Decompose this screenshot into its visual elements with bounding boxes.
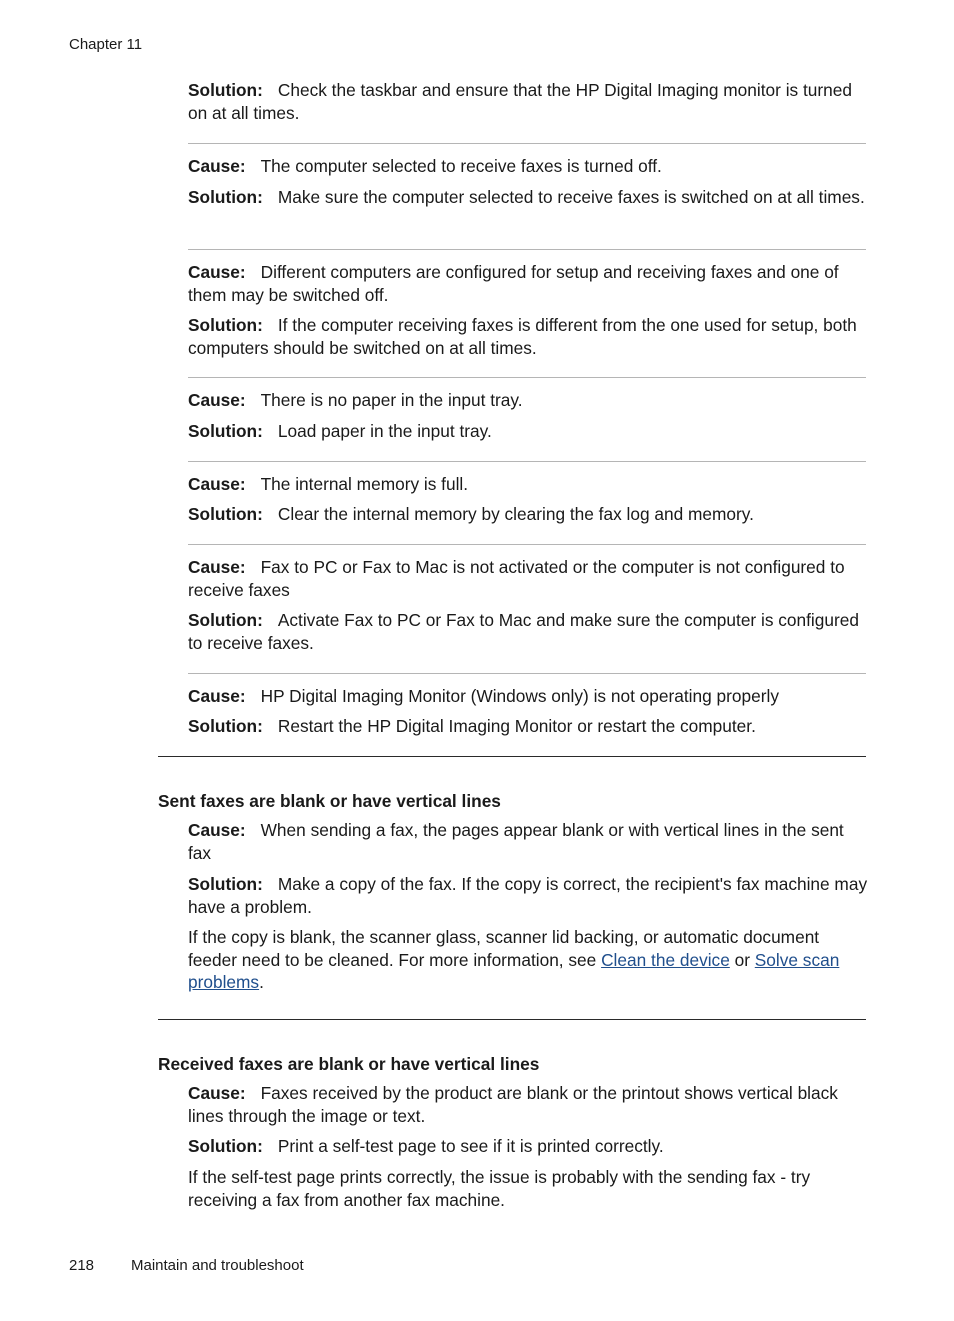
cause-label: Cause: [188, 557, 246, 577]
sent-faxes-heading: Sent faxes are blank or have vertical lines [158, 791, 501, 811]
solution-label: Solution: [188, 315, 263, 335]
solution-3 [188, 420, 868, 443]
solution-text: Restart the HP Digital Imaging Monitor or restart the computer. [277, 716, 756, 736]
cause-label: Cause: [188, 820, 246, 840]
cause-2 [188, 261, 868, 306]
page-number: 218 [69, 1257, 95, 1274]
cause-label: Cause: [188, 686, 246, 706]
solution-6 [188, 715, 868, 738]
solution-text: Make a copy of the fax. If the copy is correct, the recipient's fax machine may have a problem. [188, 874, 868, 917]
extra-mid: or [729, 949, 755, 970]
solution-4 [188, 503, 868, 526]
cause-text: The computer selected to receive faxes is turned off. [260, 156, 662, 176]
solution-text: If the computer receiving faxes is different from the one used for setup, both computers should be switched on at all times. [188, 315, 857, 358]
received-extra: If the self-test page prints correctly, the issue is probably with the sending fax - try receiving a fax from another fax machine. [188, 1167, 811, 1210]
cause-label: Cause: [188, 474, 246, 494]
intro-solution [188, 79, 868, 124]
section-divider [158, 1019, 866, 1020]
extra-text: If the copy is blank, the scanner glass, scanner lid backing, or automatic document feeder need to be cleaned. For more information, see [188, 927, 820, 970]
extra-end: . [259, 972, 264, 993]
divider [188, 377, 866, 378]
divider [188, 143, 866, 144]
cause-4 [188, 473, 868, 496]
sent-cause [188, 819, 868, 864]
solution-label: Solution: [188, 874, 263, 894]
solution-text: Load paper in the input tray. [277, 421, 492, 441]
solution-label: Solution: [188, 1136, 263, 1156]
received-faxes-heading: Received faxes are blank or have vertical lines [158, 1054, 540, 1074]
solution-1 [188, 186, 868, 209]
solution-text: Clear the internal memory by clearing the fax log and memory. [277, 504, 754, 524]
cause-label: Cause: [188, 156, 246, 176]
sent-solution [188, 873, 868, 918]
clean-device-link[interactable]: Clean the device [601, 949, 730, 970]
solution-text: Check the taskbar and ensure that the HP Digital Imaging monitor is turned on at all times. [188, 80, 852, 123]
solution-label: Solution: [188, 610, 263, 630]
chapter-header: Chapter 11 [69, 36, 143, 53]
solve-scan-problems-link[interactable]: Solve scan problems [188, 949, 840, 993]
cause-3 [188, 389, 868, 412]
solution-label: Solution: [188, 187, 263, 207]
cause-label: Cause: [188, 1083, 246, 1103]
section-divider [158, 756, 866, 757]
divider [188, 673, 866, 674]
cause-1 [188, 155, 868, 178]
divider [188, 249, 866, 250]
solution-text: Print a self-test page to see if it is printed correctly. [277, 1136, 664, 1156]
cause-label: Cause: [188, 262, 246, 282]
footer-section-title: Maintain and troubleshoot [131, 1257, 304, 1274]
cause-text: Fax to PC or Fax to Mac is not activated or the computer is not configured to receive faxes [188, 557, 845, 600]
solution-text: Make sure the computer selected to receive faxes is switched on at all times. [277, 187, 865, 207]
solution-label: Solution: [188, 80, 263, 100]
cause-text: The internal memory is full. [260, 474, 469, 494]
cause-6 [188, 685, 868, 708]
received-solution [188, 1135, 868, 1158]
cause-text: HP Digital Imaging Monitor (Windows only) is not operating properly [260, 686, 779, 706]
solution-label: Solution: [188, 421, 263, 441]
divider [188, 461, 866, 462]
divider [188, 544, 866, 545]
solution-2 [188, 314, 868, 359]
received-cause [188, 1082, 868, 1127]
solution-label: Solution: [188, 504, 263, 524]
solution-label: Solution: [188, 716, 263, 736]
solution-text: Activate Fax to PC or Fax to Mac and make sure the computer is configured to receive faxes. [188, 610, 859, 653]
solution-5 [188, 609, 868, 654]
cause-text: There is no paper in the input tray. [260, 390, 523, 410]
sent-extra [188, 926, 868, 994]
cause-text: When sending a fax, the pages appear blank or with vertical lines in the sent fax [188, 820, 844, 863]
cause-5 [188, 556, 868, 601]
cause-label: Cause: [188, 390, 246, 410]
cause-text: Different computers are configured for setup and receiving faxes and one of them may be switched off. [188, 262, 839, 305]
cause-text: Faxes received by the product are blank or the printout shows vertical black lines through the image or text. [188, 1083, 838, 1126]
